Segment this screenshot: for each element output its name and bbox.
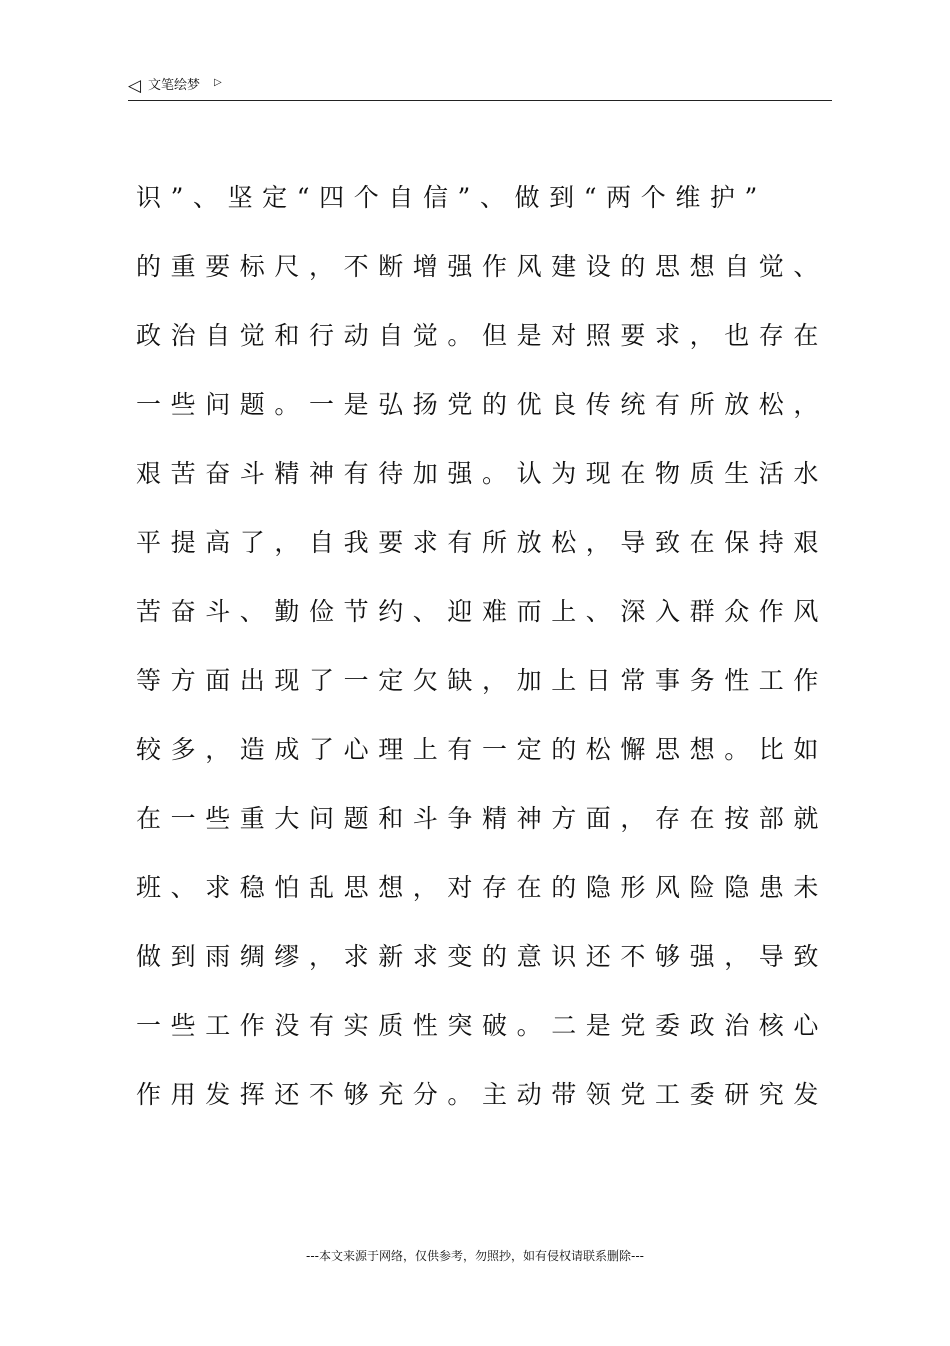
header-title: 文笔绘梦 [148, 78, 201, 93]
footer-disclaimer: ---本文来源于网络，仅供参考，勿照抄，如有侵权请联系删除--- [306, 1249, 644, 1263]
body-line: 的重要标尺，不断增强作风建设的思想自觉、 [136, 252, 829, 281]
right-triangle-icon: ▷ [214, 77, 222, 88]
body-line: 平提高了，自我要求有所放松，导致在保持艰 [136, 528, 829, 557]
body-line: 一些问题。一是弘扬党的优良传统有所放松， [136, 390, 829, 419]
body-line: 艰苦奋斗精神有待加强。认为现在物质生活水 [136, 459, 829, 488]
body-line: 政治自觉和行动自觉。但是对照要求，也存在 [136, 321, 829, 350]
body-line: 识”、坚定“四个自信”、做到“两个维护” [136, 183, 767, 212]
body-line: 作用发挥还不够充分。主动带领党工委研究发 [136, 1080, 829, 1109]
body-line: 等方面出现了一定欠缺，加上日常事务性工作 [136, 666, 829, 695]
body-line: 做到雨绸缪，求新求变的意识还不够强，导致 [136, 942, 829, 971]
body-line: 一些工作没有实质性突破。二是党委政治核心 [136, 1011, 829, 1040]
page-header [128, 74, 832, 101]
document-body [136, 163, 829, 1129]
left-triangle-icon: ◁ [128, 76, 142, 96]
body-line: 较多，造成了心理上有一定的松懈思想。比如 [136, 735, 829, 764]
body-line: 班、求稳怕乱思想，对存在的隐形风险隐患未 [136, 873, 829, 902]
body-line: 苦奋斗、勤俭节约、迎难而上、深入群众作风 [136, 597, 829, 626]
body-line: 在一些重大问题和斗争精神方面，存在按部就 [136, 804, 829, 833]
